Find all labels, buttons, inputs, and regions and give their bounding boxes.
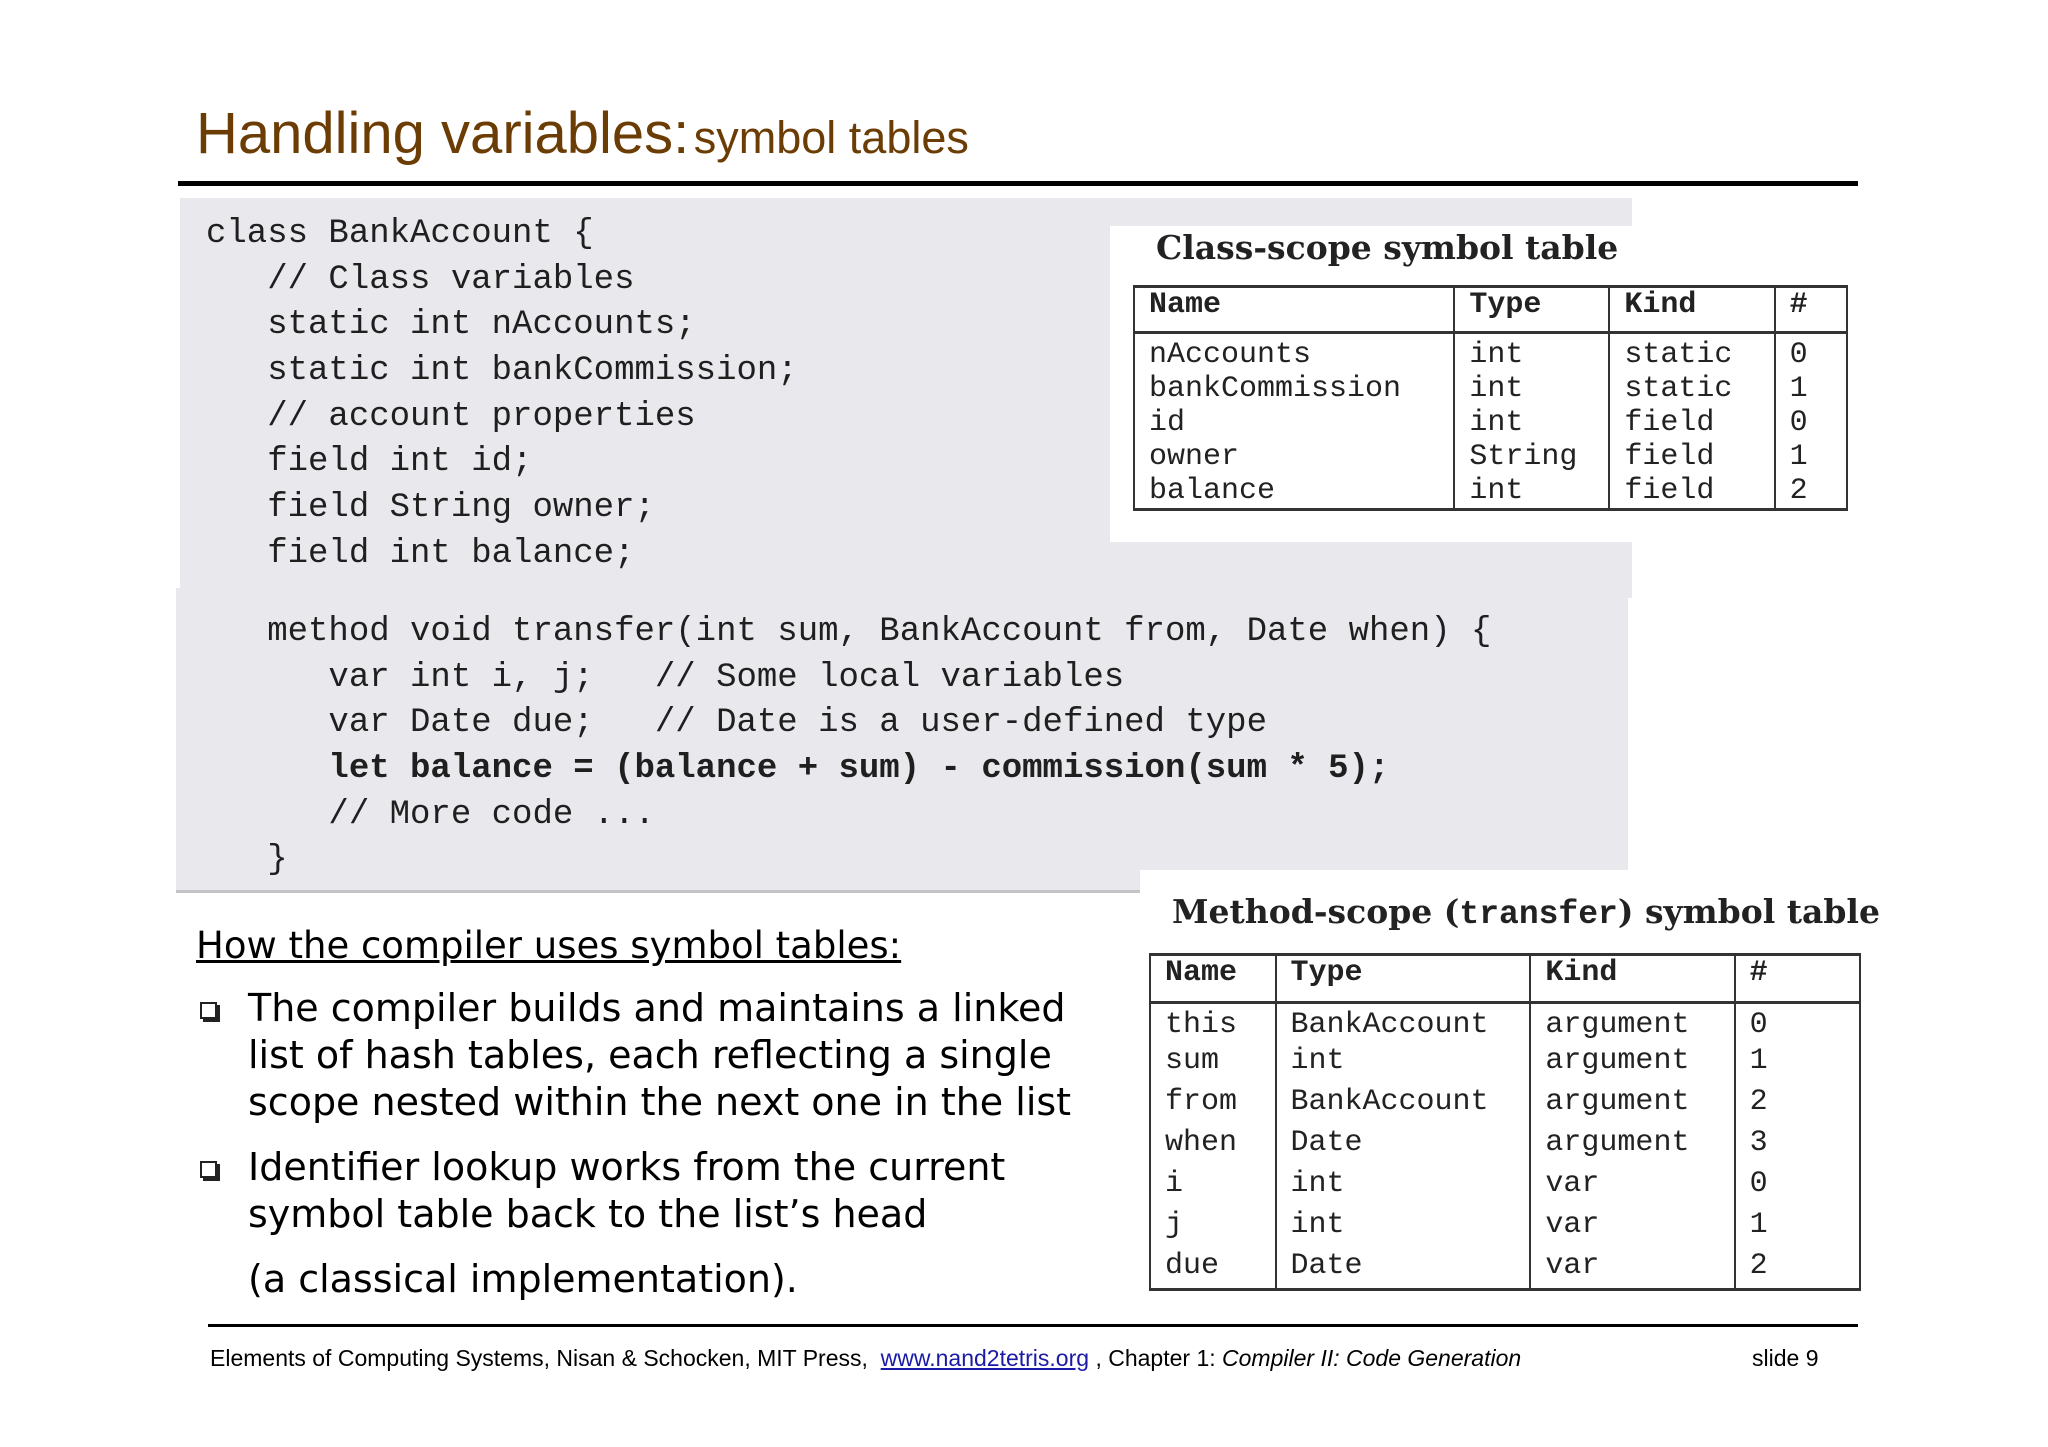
table-cell: argument <box>1530 1003 1734 1044</box>
slide-title-sub: symbol tables <box>693 112 969 163</box>
table-header: # <box>1775 287 1847 333</box>
table-cell: int <box>1276 1044 1531 1085</box>
bullet-box-icon <box>200 1002 217 1019</box>
code-line-highlight: let balance = (balance + sum) - commission(sum * 5); <box>206 750 1390 789</box>
table-cell: due <box>1150 1249 1276 1290</box>
table-cell: 0 <box>1775 333 1847 373</box>
method-symbol-table <box>1149 953 1861 1291</box>
table-cell: BankAccount <box>1276 1085 1531 1126</box>
table-row <box>1134 333 1847 373</box>
table-header: # <box>1735 955 1860 1003</box>
table-row <box>1134 474 1847 510</box>
table-cell: balance <box>1134 474 1454 510</box>
class-symbol-table <box>1133 285 1848 511</box>
table-cell: argument <box>1530 1044 1734 1085</box>
title-rule <box>178 181 1858 186</box>
table-cell: var <box>1530 1167 1734 1208</box>
table-cell: field <box>1609 406 1774 440</box>
bullet-list <box>196 985 1116 1303</box>
table-cell: owner <box>1134 440 1454 474</box>
table-header: Kind <box>1609 287 1774 333</box>
code-line: } <box>206 841 288 880</box>
table-cell: 2 <box>1735 1085 1860 1126</box>
table-cell: int <box>1276 1167 1531 1208</box>
table-row <box>1150 1126 1860 1167</box>
table-cell: var <box>1530 1249 1734 1290</box>
table-cell: 1 <box>1775 372 1847 406</box>
table-header: Name <box>1150 955 1276 1003</box>
table-cell: id <box>1134 406 1454 440</box>
table-cell: int <box>1276 1208 1531 1249</box>
code-line: // Class variables <box>206 260 635 299</box>
bullet-text: The compiler builds and maintains a linked list of hash tables, each reflecting a single scope nested within the next one in the list <box>248 986 1072 1124</box>
class-table-title: Class-scope symbol table <box>1156 228 1619 267</box>
table-row <box>1150 1003 1860 1044</box>
table-cell: Date <box>1276 1249 1531 1290</box>
table-cell: this <box>1150 1003 1276 1044</box>
table-row <box>1150 1249 1860 1290</box>
table-row <box>1134 406 1847 440</box>
table-cell: 2 <box>1735 1249 1860 1290</box>
slide-number: slide 9 <box>1752 1345 1819 1371</box>
table-cell: sum <box>1150 1044 1276 1085</box>
table-cell: 1 <box>1775 440 1847 474</box>
table-cell: int <box>1454 333 1609 373</box>
table-cell: field <box>1609 440 1774 474</box>
table-cell: bankCommission <box>1134 372 1454 406</box>
table-cell: when <box>1150 1126 1276 1167</box>
table-cell: Date <box>1276 1126 1531 1167</box>
table-cell: argument <box>1530 1126 1734 1167</box>
table-cell: from <box>1150 1085 1276 1126</box>
footer <box>210 1345 1521 1372</box>
method-table-title-post: ) symbol table <box>1617 892 1880 931</box>
table-header: Kind <box>1530 955 1734 1003</box>
table-cell: field <box>1609 474 1774 510</box>
code-line: class BankAccount { <box>206 215 594 253</box>
slide-title <box>196 100 969 167</box>
table-cell: 0 <box>1775 406 1847 440</box>
table-cell: 1 <box>1735 1208 1860 1249</box>
table-cell: static <box>1609 333 1774 373</box>
method-table-title <box>1172 892 1880 933</box>
table-cell: var <box>1530 1208 1734 1249</box>
table-header: Type <box>1454 287 1609 333</box>
table-cell: BankAccount <box>1276 1003 1531 1044</box>
code-line: method void transfer(int sum, BankAccount from, Date when) { <box>206 613 1492 651</box>
bullet-item <box>196 1144 1116 1238</box>
code-line: // More code ... <box>206 795 655 834</box>
footer-chapter: , Chapter 1: <box>1095 1345 1216 1371</box>
footer-rule <box>208 1324 1858 1327</box>
code-line: static int bankCommission; <box>206 352 798 391</box>
table-cell: 0 <box>1735 1003 1860 1044</box>
class-code-block <box>206 212 798 578</box>
table-row <box>1134 372 1847 406</box>
table-header: Name <box>1134 287 1454 333</box>
method-code-block <box>206 610 1491 884</box>
table-cell: argument <box>1530 1085 1734 1126</box>
bullet-note: (a classical implementation). <box>248 1257 798 1301</box>
table-cell: 1 <box>1735 1044 1860 1085</box>
table-cell: 0 <box>1735 1167 1860 1208</box>
code-line: static int nAccounts; <box>206 306 696 345</box>
table-cell: int <box>1454 372 1609 406</box>
table-cell: j <box>1150 1208 1276 1249</box>
footer-credit: Elements of Computing Systems, Nisan & Schocken, MIT Press, <box>210 1345 868 1371</box>
slide-title-main: Handling variables: <box>196 101 690 166</box>
table-cell: nAccounts <box>1134 333 1454 373</box>
table-row <box>1134 440 1847 474</box>
table-cell: i <box>1150 1167 1276 1208</box>
table-row <box>1150 1044 1860 1085</box>
table-row <box>1150 1085 1860 1126</box>
code-line: var int i, j; // Some local variables <box>206 658 1125 697</box>
table-cell: static <box>1609 372 1774 406</box>
bullet-text: Identifier lookup works from the current symbol table back to the list’s head <box>248 1145 1006 1236</box>
code-line: var Date due; // Date is a user-defined type <box>206 704 1267 743</box>
bullet-box-icon <box>200 1161 217 1178</box>
code-line: field String owner; <box>206 489 655 528</box>
footer-chapter-title: Compiler II: Code Generation <box>1222 1345 1522 1371</box>
table-cell: String <box>1454 440 1609 474</box>
method-table-title-pre: Method-scope ( <box>1172 892 1460 931</box>
bullet-item <box>196 985 1116 1126</box>
code-line: // account properties <box>206 397 696 436</box>
code-line: field int id; <box>206 443 533 482</box>
explanation-heading: How the compiler uses symbol tables: <box>196 924 902 967</box>
table-cell: int <box>1454 406 1609 440</box>
code-line: field int balance; <box>206 534 635 573</box>
method-table-title-method: transfer <box>1459 896 1618 933</box>
table-cell: 2 <box>1775 474 1847 510</box>
table-row <box>1150 1167 1860 1208</box>
table-row <box>1150 1208 1860 1249</box>
table-header: Type <box>1276 955 1531 1003</box>
footer-link[interactable]: www.nand2tetris.org <box>880 1345 1090 1371</box>
table-cell: 3 <box>1735 1126 1860 1167</box>
table-cell: int <box>1454 474 1609 510</box>
